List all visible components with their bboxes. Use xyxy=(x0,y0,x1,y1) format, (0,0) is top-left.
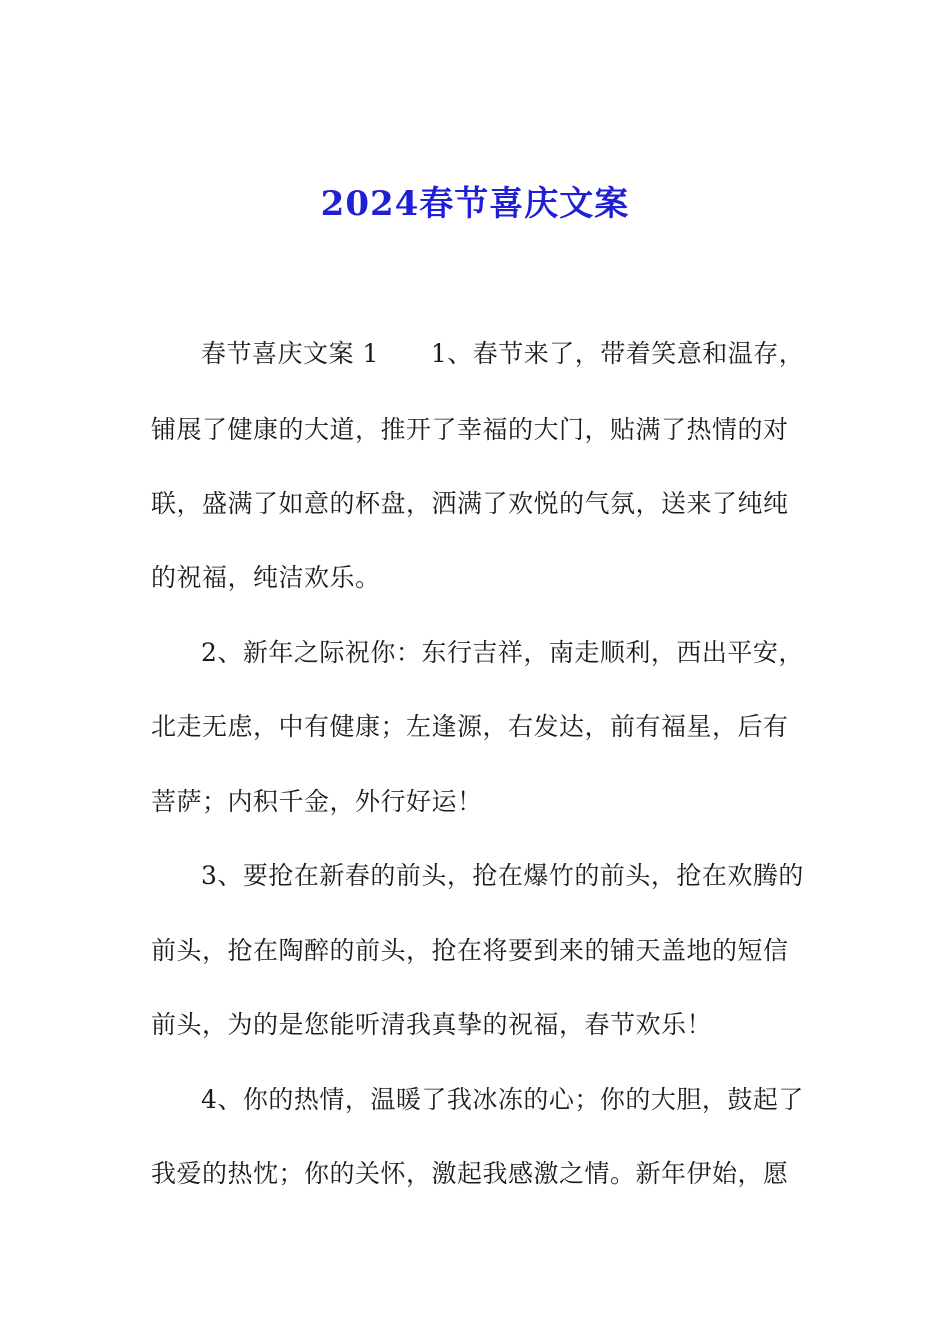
paragraph-1-line-2: 铺展了健康的大道，推开了幸福的大门，贴满了热情的对 xyxy=(151,415,789,444)
paragraph-2-line-1: 2、新年之际祝你：东行吉祥，南走顺利，西出平安， xyxy=(201,638,804,667)
paragraph-3-line-1: 3、要抢在新春的前头，抢在爆竹的前头，抢在欢腾的 xyxy=(201,861,804,890)
paragraph-1-line-1 xyxy=(201,337,804,371)
paragraph-1-line-4: 的祝福，纯洁欢乐。 xyxy=(151,563,381,592)
paragraph-1-line-3: 联，盛满了如意的杯盘，洒满了欢悦的气氛，送来了纯纯 xyxy=(151,489,789,518)
paragraph-4-line-2: 我爱的热忱；你的关怀，激起我感激之情。新年伊始，愿 xyxy=(151,1159,789,1188)
paragraph-3-line-2: 前头，抢在陶醉的前头，抢在将要到来的铺天盖地的短信 xyxy=(151,936,789,965)
paragraph-3-line-3: 前头，为的是您能听清我真挚的祝福，春节欢乐！ xyxy=(151,1010,713,1039)
paragraph-text: 1、春节来了，带着笑意和温存， xyxy=(430,339,805,368)
paragraph-2-line-3: 菩萨；内积千金，外行好运！ xyxy=(151,787,483,816)
document-title: 2024春节喜庆文案 xyxy=(320,184,630,224)
section-heading: 春节喜庆文案 1 xyxy=(201,339,379,368)
paragraph-4-line-1: 4、你的热情，温暖了我冰冻的心；你的大胆，鼓起了 xyxy=(201,1085,804,1114)
paragraph-2-line-2: 北走无虑，中有健康；左逢源，右发达，前有福星，后有 xyxy=(151,712,789,741)
